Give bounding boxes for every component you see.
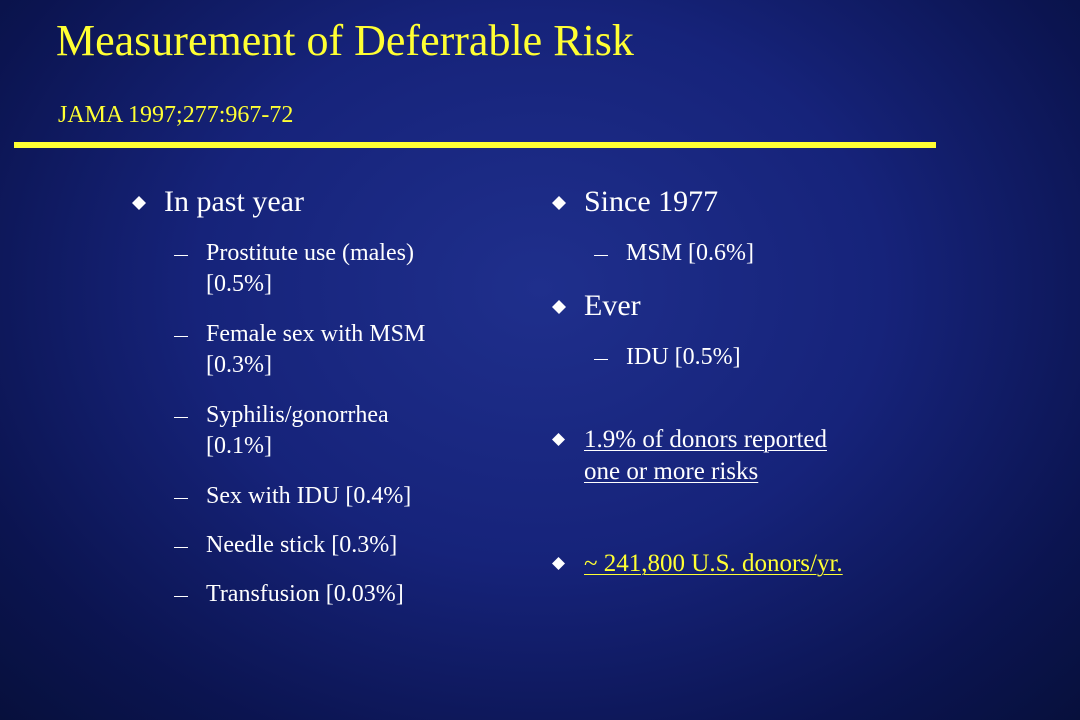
diamond-bullet-icon <box>552 557 566 571</box>
list-item <box>552 342 932 373</box>
item-text: Sex with IDU [0.4%] <box>206 483 412 509</box>
title-divider <box>14 142 936 148</box>
right-column <box>552 184 932 580</box>
summary-text-cont: one or more risks <box>584 458 759 485</box>
list-item <box>132 319 522 381</box>
dash-marker <box>174 547 188 548</box>
dash-marker <box>594 255 608 256</box>
slide-subtitle: JAMA 1997;277:967-72 <box>58 102 294 128</box>
list-item <box>132 238 522 300</box>
item-text-cont: [0.5%] <box>206 271 272 297</box>
item-text: Syphilis/gonorrhea <box>206 402 389 428</box>
bullet-estimate <box>552 548 932 580</box>
diamond-bullet-icon <box>552 300 566 314</box>
dash-marker <box>174 498 188 499</box>
bullet-since-1977 <box>552 184 932 220</box>
dash-marker <box>174 596 188 597</box>
dash-marker <box>594 359 608 360</box>
item-text: Transfusion [0.03%] <box>206 581 404 607</box>
item-text: Female sex with MSM <box>206 321 426 347</box>
bullet-label: Since 1977 <box>584 185 719 218</box>
bullet-label: In past year <box>164 185 304 218</box>
list-item <box>132 400 522 462</box>
diamond-bullet-icon <box>552 433 566 447</box>
slide-title: Measurement of Deferrable Risk <box>56 16 634 65</box>
list-item <box>132 579 522 610</box>
left-column <box>132 184 522 610</box>
item-text-cont: [0.1%] <box>206 433 272 459</box>
dash-marker <box>174 336 188 337</box>
list-item <box>132 530 522 561</box>
item-text: Prostitute use (males) <box>206 240 414 266</box>
dash-marker <box>174 255 188 256</box>
item-text: Needle stick [0.3%] <box>206 532 398 558</box>
diamond-bullet-icon <box>552 196 566 210</box>
bullet-summary <box>552 424 932 488</box>
bullet-ever <box>552 288 932 324</box>
item-text: MSM [0.6%] <box>626 240 755 266</box>
item-text-cont: [0.3%] <box>206 352 272 378</box>
list-item <box>132 481 522 512</box>
dash-marker <box>174 417 188 418</box>
estimate-text: ~ 241,800 U.S. donors/yr. <box>584 550 843 577</box>
bullet-in-past-year <box>132 184 522 220</box>
bullet-label: Ever <box>584 289 641 322</box>
summary-text: 1.9% of donors reported <box>584 426 827 453</box>
diamond-bullet-icon <box>132 196 146 210</box>
list-item <box>552 238 932 269</box>
item-text: IDU [0.5%] <box>626 344 741 370</box>
